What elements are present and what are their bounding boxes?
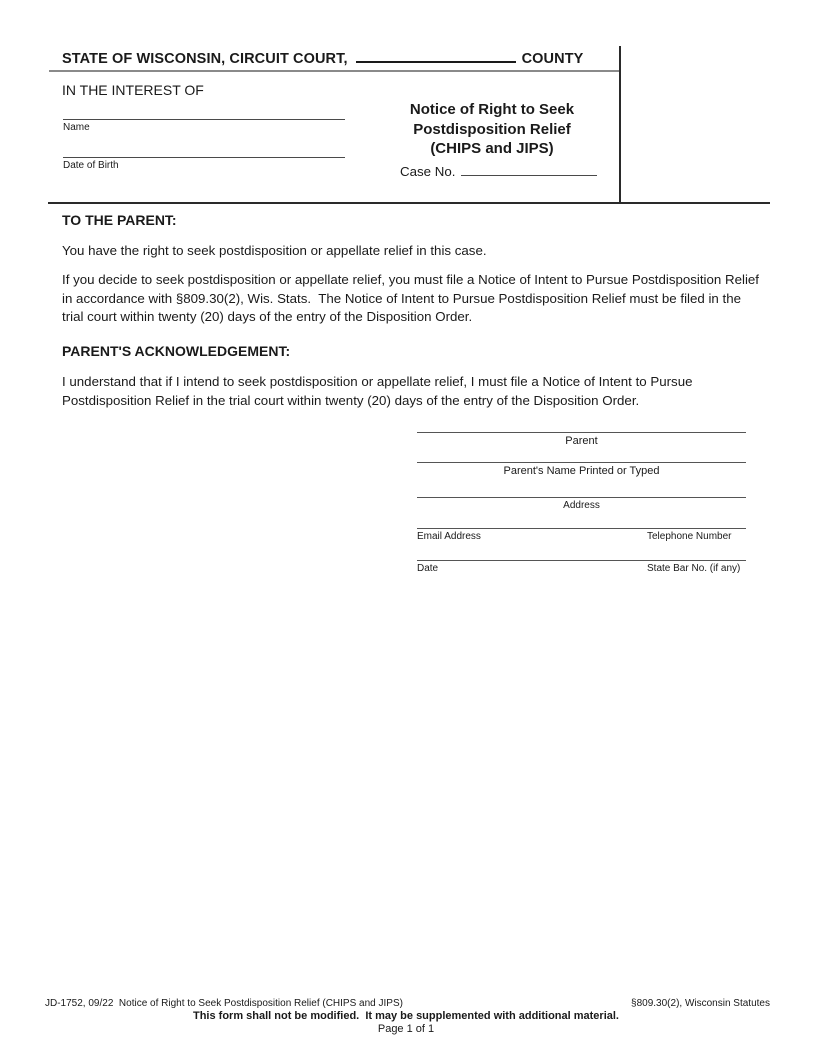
statute-reference: §809.30(2), Wisconsin Statutes: [631, 998, 770, 1009]
date-bar-line[interactable]: [417, 560, 746, 574]
email-address-label: Email Address: [417, 531, 481, 542]
form-title-line2: Postdisposition Relief: [413, 120, 571, 138]
form-id-text: JD-1752, 09/22 Notice of Right to Seek Postdisposition Relief (CHIPS and JIPS): [45, 998, 403, 1009]
form-title-line1: Notice of Right to Seek: [409, 101, 575, 118]
page-number: Page 1 of 1: [377, 1023, 435, 1035]
printed-name-label: Parent's Name Printed or Typed: [503, 465, 660, 477]
county-label: COUNTY: [521, 51, 584, 67]
acknowledgement-paragraph: I understand that if I intend to seek postdisposition or appellate relief, I must file a Notice of Intent to Pursue Postdisposition Relief in the trial court within twenty (20) days of the entry of the Disposition Order.: [62, 374, 697, 408]
parent-signature-label: Parent: [565, 435, 598, 447]
court-caption-text: STATE OF WISCONSIN, CIRCUIT COURT,: [62, 51, 348, 67]
form-title-line3: (CHIPS and JIPS): [430, 140, 554, 157]
footer: [45, 998, 770, 1009]
date-label: Date: [417, 563, 439, 574]
county-blank-line[interactable]: [356, 47, 516, 63]
caption-bottom-rule: [48, 202, 770, 204]
dob-field-line[interactable]: [63, 157, 345, 158]
printed-name-line[interactable]: [417, 462, 746, 477]
parent-signature-line[interactable]: [417, 432, 746, 447]
in-the-interest-label: IN THE INTEREST OF: [62, 82, 204, 98]
telephone-number-label: Telephone Number: [647, 531, 732, 542]
address-line[interactable]: [417, 497, 746, 511]
case-number-row: [400, 162, 597, 179]
email-phone-line[interactable]: [417, 528, 746, 542]
caption-vertical-divider: [619, 46, 621, 203]
acknowledgement-heading: PARENT'S ACKNOWLEDGEMENT:: [62, 343, 291, 359]
intent-paragraph: If you decide to seek postdisposition or appellate relief, you must file a Notice of Intent to Pursue Postdisposition Relief in accordance with §809.30(2), Wis. Stats. The Notice of Intent to Pursue Postdisposition Relief must be filed in the trial court within twenty (20) days of the entry of the Disposition Order.: [62, 272, 763, 325]
dob-field-label: Date of Birth: [63, 160, 119, 171]
case-number-label: Case No.: [400, 164, 456, 179]
name-field-label: Name: [63, 122, 90, 133]
state-bar-label: State Bar No. (if any): [647, 563, 741, 574]
address-label: Address: [563, 500, 600, 511]
modification-notice: This form shall not be modified. It may be supplemented with additional material.: [192, 1010, 619, 1022]
header-divider-rule: [49, 70, 620, 72]
case-number-blank-line[interactable]: [461, 162, 597, 176]
name-field-line[interactable]: [63, 119, 345, 120]
court-caption: [62, 47, 583, 67]
rights-paragraph: You have the right to seek postdisposition or appellate relief in this case.: [62, 243, 487, 258]
form-title: [392, 100, 592, 159]
to-the-parent-heading: TO THE PARENT:: [62, 212, 177, 228]
